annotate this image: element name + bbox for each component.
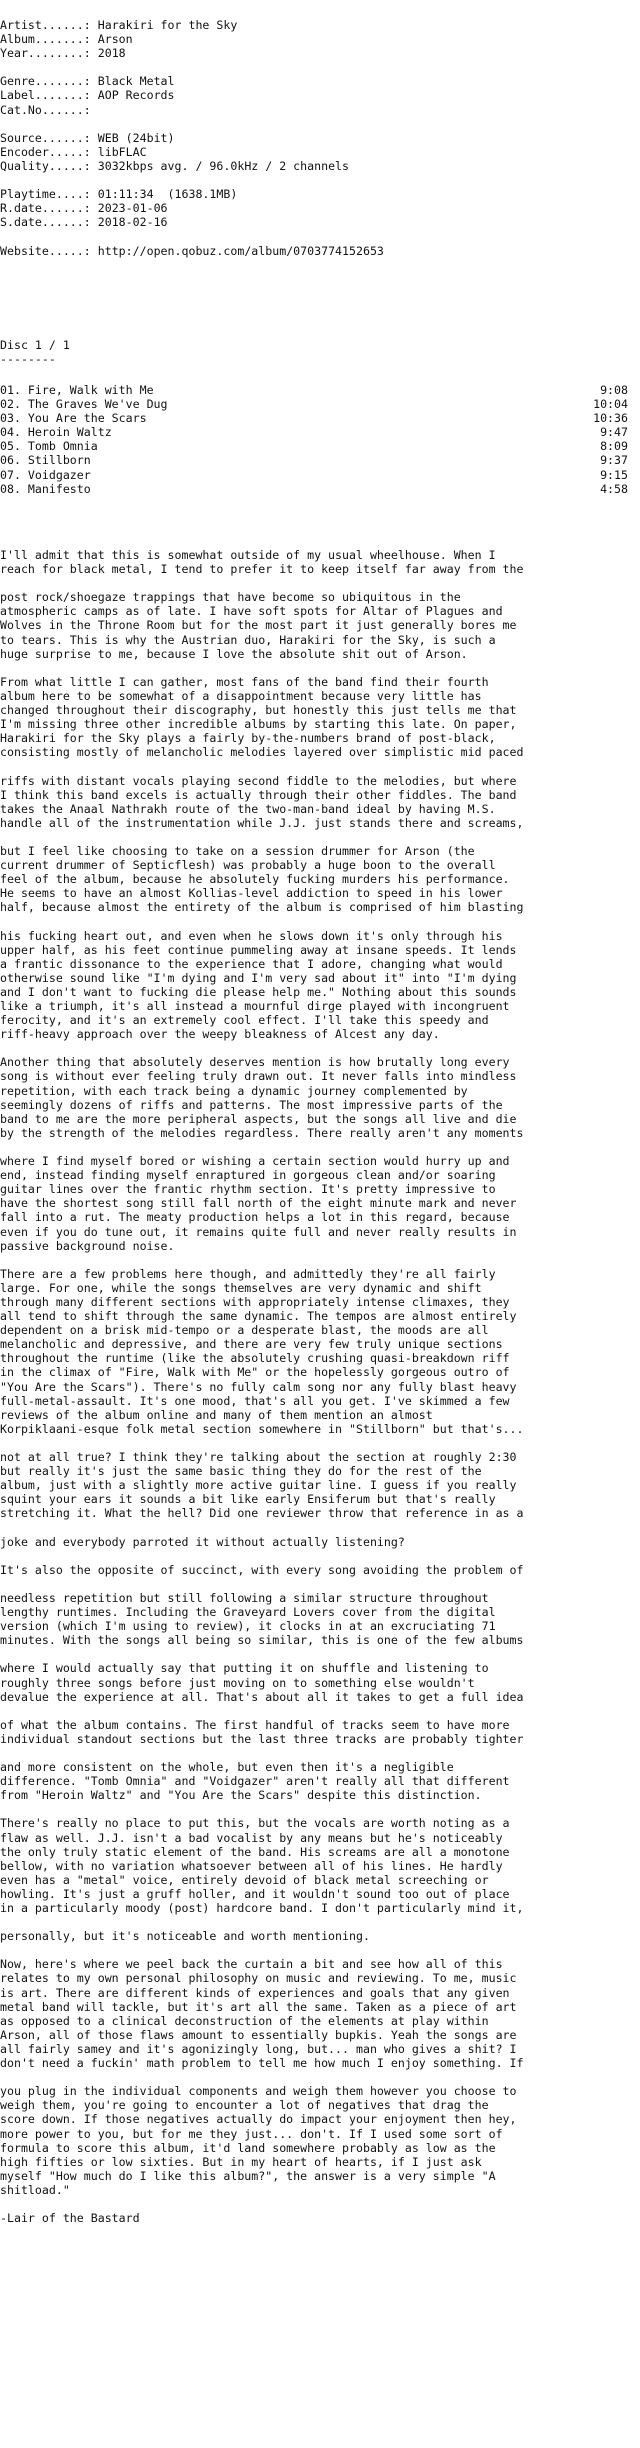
track-name: 08. Manifesto: [0, 481, 91, 496]
track-name: 06. Stillborn: [0, 453, 91, 468]
metadata-row: [0, 187, 640, 201]
track-duration: 4:58: [600, 481, 628, 496]
metadata-label: Encoder.....:: [0, 144, 98, 159]
metadata-row: [0, 215, 640, 229]
disc-heading: [0, 338, 70, 366]
track-duration: 9:15: [600, 467, 628, 482]
metadata-label: Artist......:: [0, 18, 98, 32]
track-duration: 9:08: [600, 383, 628, 397]
track-duration: 9:37: [600, 453, 628, 468]
metadata-value: 3032kbps avg. / 96.0kHz / 2 channels: [97, 158, 350, 173]
review-paragraph: post rock/shoegaze trappings that have become so ubiquitous in the atmospheric camps as of late. I have soft spots for Altar of Plagues and Wolves in the Throne Room but for the most part it just generally bores me to tears. This is why the Austrian duo, Harakiri for the Sky, is such a huge surprise to me, because I love the absolute shit out of Arson.: [0, 590, 517, 661]
tracklist: [0, 383, 628, 496]
metadata-value: http://open.qobuz.com/album/0703774152653: [97, 243, 384, 258]
metadata-value: libFLAC: [97, 144, 147, 159]
metadata-label: Cat.No......:: [0, 102, 98, 117]
track-row: [0, 397, 628, 411]
metadata-spacer: [0, 229, 640, 243]
metadata-row: [0, 159, 640, 173]
metadata-label: Genre.......:: [0, 74, 98, 89]
metadata-label: S.date......:: [0, 215, 98, 230]
track-duration: 10:04: [593, 397, 628, 412]
metadata-row: [0, 46, 640, 60]
track-name: 07. Voidgazer: [0, 467, 91, 482]
track-duration: 10:36: [593, 411, 628, 426]
review-paragraph: It's also the opposite of succinct, with every song avoiding the problem of: [0, 1562, 524, 1577]
metadata-label: Label.......:: [0, 88, 98, 103]
metadata-spacer: [0, 60, 640, 74]
track-name: 03. You Are the Scars: [0, 411, 147, 426]
track-duration: 9:47: [600, 425, 628, 440]
review-paragraph: There's really no place to put this, but the vocals are worth noting as a flaw as well. J.J. isn't a bad vocalist by any means but he's noticeably the only truly static element of the band. His screams are all a monotone bellow, with no variation whatsoever between all of his lines. He hardly even has a "metal" voice, entirely devoid of black metal screeching or howling. It's just a gruff holler, and it wouldn't sound too out of place in a particularly moody (post) hardcore band. I don't particularly mind it,: [0, 1816, 524, 1915]
metadata-row: [0, 201, 640, 215]
metadata-value: AOP Records: [97, 88, 175, 103]
metadata-value: 2018-02-16: [97, 215, 168, 230]
metadata-spacer: [0, 117, 640, 131]
metadata-value: Black Metal: [97, 74, 175, 89]
metadata-row: [0, 18, 640, 32]
review-paragraph: you plug in the individual components and weigh them however you choose to weigh them, you're going to encounter a lot of negatives that drag the score down. If those negatives actually do impact your enjoyment then hey, more power to you, but for me they just... don't. If I used some sort of formula to score this album, it'd land somewhere probably as low as the high fifties or low sixties. But in my heart of hearts, if I just ask myself "How much do I like this album?", the answer is a very simple "A shitload.": [0, 2084, 517, 2197]
metadata-label: Year........:: [0, 46, 98, 61]
metadata-value: 2023-01-06: [97, 201, 168, 216]
disc-rule: --------: [0, 352, 56, 367]
review-paragraph: From what little I can gather, most fans of the band find their fourth album here to be somewhat of a disappointment because very little has changed throughout their discography, but honestly this just tells me that I'm missing three other incredible albums by starting this late. On paper, Harakiri for the Sky plays a fairly by-the-numbers brand of post-black, consisting mostly of melancholic melodies layered over simplistic mid paced: [0, 674, 524, 760]
metadata-value: 01:11:34 (1638.1MB): [97, 187, 238, 202]
track-name: 02. The Graves We've Dug: [0, 397, 168, 412]
review-text: [0, 548, 640, 2225]
review-paragraph: personally, but it's noticeable and worth mentioning.: [0, 1929, 370, 1944]
review-signature: -Lair of the Bastard: [0, 2211, 140, 2226]
track-row: [0, 482, 628, 496]
track-row: [0, 439, 628, 453]
review-paragraph: his fucking heart out, and even when he slows down it's only through his upper half, as his feet continue pummeling away at insane speeds. It lends a frantic dissonance to the experience that I adore, changing what would otherwise sound like "I'm dying and I'm very sad about it" into "I'm dying and I don't want to fucking die please help me." Nothing about this sounds like a triumph, it's all instead a mournful dirge played with incongruent ferocity, and it's an extremely cool effect. I'll take this speedy and riff-heavy approach over the weepy bleakness of Alcest any day.: [0, 928, 517, 1042]
metadata-row: [0, 145, 640, 159]
review-paragraph: and more consistent on the whole, but even then it's a negligible difference. "Tomb Omnia" and "Voidgazer" aren't really all that different from "Heroin Waltz" and "You Are the Scars" despite this distinction.: [0, 1760, 510, 1803]
review-paragraph: needless repetition but still following a similar structure throughout lengthy runtimes. Including the Graveyard Lovers cover from the digital version (which I'm using to review), it clocks in at an excruciating 71 minutes. With the songs all being so similar, this is one of the few albums: [0, 1590, 524, 1648]
metadata-value: 2018: [97, 46, 126, 61]
metadata-label: Quality.....:: [0, 158, 98, 173]
metadata-row: [0, 244, 640, 258]
track-row: [0, 411, 628, 425]
metadata-spacer: [0, 173, 640, 187]
review-paragraph: I'll admit that this is somewhat outside of my usual wheelhouse. When I reach for black metal, I tend to prefer it to keep itself far away from the: [0, 548, 524, 577]
metadata-row: [0, 131, 640, 145]
review-paragraph: but I feel like choosing to take on a session drummer for Arson (the current drummer of Septicflesh) was probably a huge boon to the overall feel of the album, because he absolutely fucking murders his performance. He seems to have an almost Kollias-level addiction to speed in his lower half, because almost the entirety of the album is comprised of him blasting: [0, 843, 524, 915]
metadata-value: Harakiri for the Sky: [97, 18, 238, 32]
track-row: [0, 383, 628, 397]
review-paragraph: of what the album contains. The first handful of tracks seem to have more individual standout sections but the last three tracks are probably tighter: [0, 1717, 524, 1746]
review-paragraph: Now, here's where we peel back the curtain a bit and see how all of this relates to my own personal philosophy on music and reviewing. To me, music is art. There are different kinds of experiences and goals that any given metal band will tackle, but it's art all the same. Taken as a piece of art as opposed to a clinical deconstruction of the elements at play within Arson, all of those flaws amount to essentially bupkis. Yeah the songs are all fairly samey and it's agonizingly long, but... man who gives a shit? I don't need a fuckin' math problem to tell me how much I enjoy something. If: [0, 1957, 524, 2071]
review-paragraph: riffs with distant vocals playing second fiddle to the melodies, but where I think this band excels is actually through their other fiddles. The band takes the Anaal Nathrakh route of the two-man-band ideal by having M.S. handle all of the instrumentation while J.J. just stands there and screams,: [0, 773, 524, 830]
review-paragraph: Another thing that absolutely deserves mention is how brutally long every song is without ever feeling truly drawn out. It never falls into mindless repetition, with each track being a dynamic journey complemented by seemingly dozens of riffs and patterns. The most impressive parts of the band to me are the more peripheral aspects, but the songs all live and die by the strength of the melodies regardless. There really aren't any moments: [0, 1055, 524, 1140]
metadata-value: Arson: [97, 32, 133, 47]
review-paragraph: not at all true? I think they're talking about the section at roughly 2:30 but really it's just the same basic thing they do for the rest of the album, just with a slightly more active guitar line. I guess if you really squint your ears it sounds a bit like early Ensiferum but that's really stretching it. What the hell? Did one reviewer throw that reference in as a: [0, 1450, 524, 1521]
metadata-label: Album.......:: [0, 32, 98, 47]
track-name: 05. Tomb Omnia: [0, 439, 98, 454]
metadata-label: Playtime....:: [0, 187, 98, 202]
track-duration: 8:09: [600, 439, 628, 454]
track-row: [0, 425, 628, 439]
review-paragraph: where I would actually say that putting it on shuffle and listening to roughly three songs before just moving on to something else wouldn't devalue the experience at all. That's about all it takes to get a full idea: [0, 1661, 524, 1704]
review-paragraph: There are a few problems here though, and admittedly they're all fairly large. For one, while the songs themselves are very dynamic and shift through many different sections with appropriately intense climaxes, they all tend to shift through the same dynamic. The tempos are almost entirely dependent on a brisk mid-tempo or a desperate blast, the moods are all melancholic and depressive, and there are very few truly unique sections throughout the runtime (like the absolutely crushing quasi-breakdown riff in the climax of "Fire, Walk with Me" or the hopelessly gorgeous outro of "You Are the Scars"). There's no fully calm song nor any fully blast heavy full-metal-assault. It's one mood, that's all you get. I've skimmed a few reviews of the album online and many of them mention an almost Korpiklaani-esque folk metal section somewhere in "Stillborn" but that's...: [0, 1266, 524, 1436]
metadata-label: R.date......:: [0, 201, 98, 216]
metadata-row: [0, 88, 640, 102]
track-name: 01. Fire, Walk with Me: [0, 383, 154, 397]
disc-title: Disc 1 / 1: [0, 338, 70, 352]
metadata-value: WEB (24bit): [97, 130, 175, 145]
review-paragraph: joke and everybody parroted it without actually listening?: [0, 1534, 405, 1549]
metadata-label: Source......:: [0, 130, 98, 145]
metadata-row: [0, 74, 640, 88]
track-row: [0, 468, 628, 482]
metadata-row: [0, 32, 640, 46]
metadata-label: Website.....:: [0, 243, 98, 258]
release-metadata: [0, 18, 640, 258]
track-name: 04. Heroin Waltz: [0, 425, 112, 440]
track-row: [0, 453, 628, 467]
metadata-row: [0, 103, 640, 117]
review-paragraph: where I find myself bored or wishing a certain section would hurry up and end, instead finding myself enraptured in gorgeous clean and/or soaring guitar lines over the frantic rhythm section. It's pretty impressive to have the shortest song still fall north of the eight minute mark and never fall into a rut. The meaty production helps a lot in this regard, because even if you do tune out, it remains quite full and never really results in passive background noise.: [0, 1154, 517, 1253]
